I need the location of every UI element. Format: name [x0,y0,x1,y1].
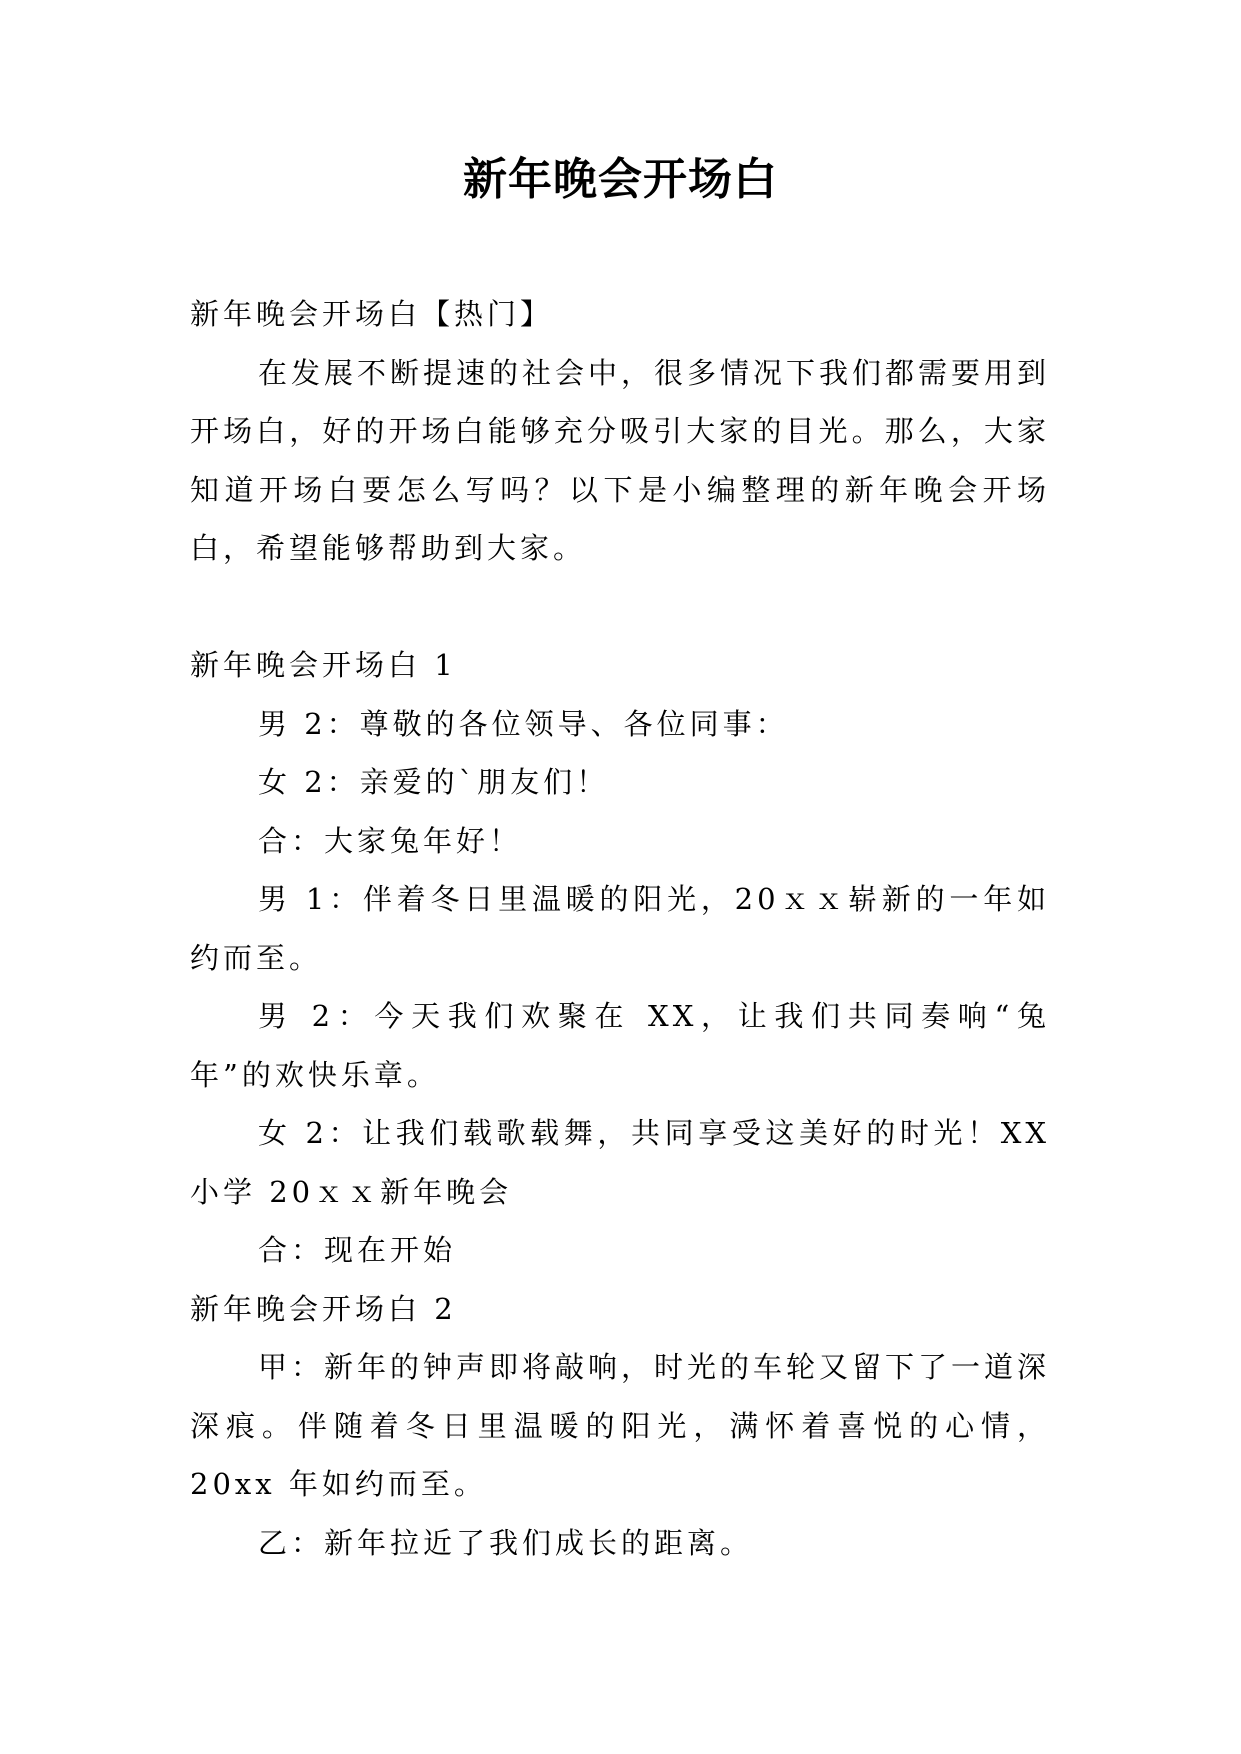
dialogue-line: 合：大家兔年好！ [258,823,523,858]
dialogue-line: 男 1：伴着冬日里温暖的阳光，20ｘｘ崭新的一年如约而至。 [190,882,1050,975]
section-heading-2: 新年晚会开场白 2 [190,1291,457,1326]
document-body [190,285,1050,1572]
dialogue-line: 女 2：亲爱的`朋友们！ [258,765,610,799]
dialogue-line: 乙：新年拉近了我们成长的距离。 [258,1525,754,1560]
subtitle-paragraph: 新年晚会开场白【热门】 [190,297,554,331]
dialogue-line: 甲：新年的钟声即将敲响，时光的车轮又留下了一道深深痕。伴随着冬日里温暖的阳光，满怀着喜悦的心情，20xx 年如约而至。 [190,1350,1051,1501]
dialogue-line: 合：现在开始 [258,1233,457,1267]
dialogue-line: 女 2：让我们载歌载舞，共同享受这美好的时光！XX 小学 20ｘｘ新年晚会 [190,1116,1050,1209]
section-spacer [190,578,1050,637]
intro-paragraph: 在发展不断提速的社会中，很多情况下我们都需要用到开场白，好的开场白能够充分吸引大家的目光。那么，大家知道开场白要怎么写吗？以下是小编整理的新年晚会开场白，希望能够帮助到大家。 [190,355,1051,565]
dialogue-line: 男 2：尊敬的各位领导、各位同事： [258,706,789,741]
dialogue-line: 男 2：今天我们欢聚在 XX，让我们共同奏响“兔年”的欢快乐章。 [190,999,1050,1092]
document-title: 新年晚会开场白 [463,154,778,205]
section-heading-1: 新年晚会开场白 1 [190,648,457,682]
